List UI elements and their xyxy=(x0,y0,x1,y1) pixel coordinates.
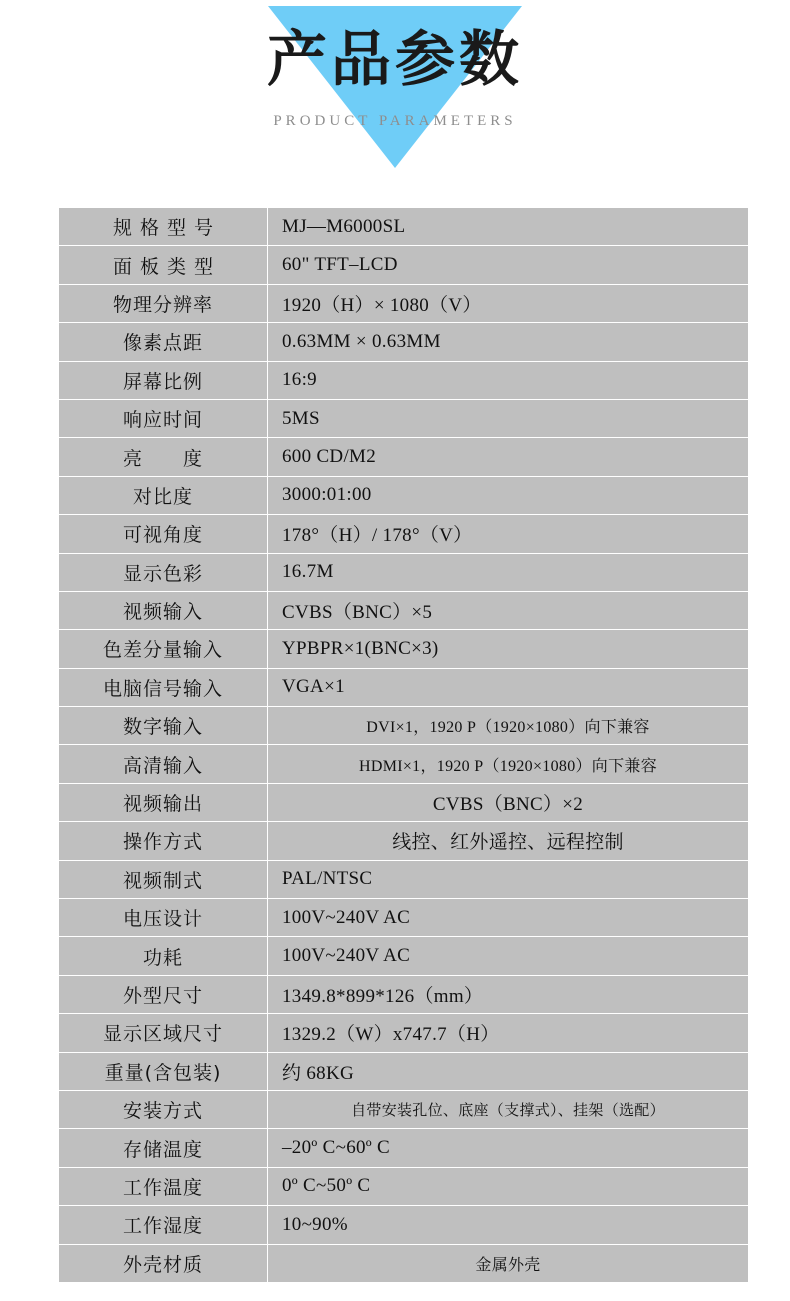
table-row xyxy=(59,822,749,860)
spec-value: DVI×1，1920 P（1920×1080）向下兼容 xyxy=(268,707,749,745)
spec-label: 高清输入 xyxy=(59,745,268,783)
spec-value: 100V~240V AC xyxy=(268,937,749,975)
spec-label: 视频输入 xyxy=(59,591,268,629)
spec-label: 响应时间 xyxy=(59,399,268,437)
spec-label: 工作温度 xyxy=(59,1167,268,1205)
table-row xyxy=(59,1014,749,1052)
table-row xyxy=(59,553,749,591)
spec-label: 安装方式 xyxy=(59,1090,268,1128)
table-row xyxy=(59,515,749,553)
spec-value: 0º C~50º C xyxy=(268,1167,749,1205)
spec-value: 16:9 xyxy=(268,361,749,399)
spec-value: 3000:01:00 xyxy=(268,476,749,514)
spec-value: MJ—M6000SL xyxy=(268,208,749,246)
table-row xyxy=(59,975,749,1013)
spec-label: 色差分量输入 xyxy=(59,630,268,668)
table-row xyxy=(59,1052,749,1090)
spec-label: 对比度 xyxy=(59,476,268,514)
spec-value: 600 CD/M2 xyxy=(268,438,749,476)
spec-value: 100V~240V AC xyxy=(268,899,749,937)
spec-label: 显示色彩 xyxy=(59,553,268,591)
spec-value: 0.63MM × 0.63MM xyxy=(268,323,749,361)
spec-label: 外壳材质 xyxy=(59,1244,268,1282)
table-row xyxy=(59,668,749,706)
table-row xyxy=(59,1206,749,1244)
spec-label: 物理分辨率 xyxy=(59,284,268,322)
table-row xyxy=(59,1129,749,1167)
table-row xyxy=(59,246,749,284)
table-row xyxy=(59,591,749,629)
spec-label: 重量(含包装) xyxy=(59,1052,268,1090)
spec-label: 规格型号 xyxy=(59,208,268,246)
spec-label: 工作湿度 xyxy=(59,1206,268,1244)
spec-label: 可视角度 xyxy=(59,515,268,553)
table-row xyxy=(59,860,749,898)
table-row xyxy=(59,361,749,399)
spec-value: 线控、红外遥控、远程控制 xyxy=(268,822,749,860)
spec-label: 电脑信号输入 xyxy=(59,668,268,706)
spec-value: CVBS（BNC）×2 xyxy=(268,783,749,821)
spec-label: 视频输出 xyxy=(59,783,268,821)
table-row xyxy=(59,1090,749,1128)
table-row xyxy=(59,707,749,745)
page-subtitle: PRODUCT PARAMETERS xyxy=(273,113,517,129)
table-row xyxy=(59,476,749,514)
spec-label: 数字输入 xyxy=(59,707,268,745)
table-row xyxy=(59,745,749,783)
spec-value: 约 68KG xyxy=(268,1052,749,1090)
table-row xyxy=(59,630,749,668)
spec-value: 金属外壳 xyxy=(268,1244,749,1282)
spec-value: 1349.8*899*126（mm） xyxy=(268,975,749,1013)
spec-value: YPBPR×1(BNC×3) xyxy=(268,630,749,668)
spec-label: 屏幕比例 xyxy=(59,361,268,399)
spec-label: 像素点距 xyxy=(59,323,268,361)
table-row xyxy=(59,937,749,975)
spec-value: VGA×1 xyxy=(268,668,749,706)
spec-value: 自带安装孔位、底座（支撑式）、挂架（选配） xyxy=(268,1090,749,1128)
specification-table xyxy=(58,207,749,1283)
table-row xyxy=(59,438,749,476)
spec-value: –20º C~60º C xyxy=(268,1129,749,1167)
spec-label: 面板类型 xyxy=(59,246,268,284)
spec-label: 亮 度 xyxy=(59,438,268,476)
table-body xyxy=(59,208,749,1283)
table-row xyxy=(59,323,749,361)
spec-label: 外型尺寸 xyxy=(59,975,268,1013)
spec-value: 16.7M xyxy=(268,553,749,591)
spec-label: 操作方式 xyxy=(59,822,268,860)
spec-value: 60" TFT–LCD xyxy=(268,246,749,284)
spec-value: CVBS（BNC）×5 xyxy=(268,591,749,629)
page-header xyxy=(0,0,790,185)
spec-label: 存储温度 xyxy=(59,1129,268,1167)
spec-label: 视频制式 xyxy=(59,860,268,898)
spec-value: 1329.2（W）x747.7（H） xyxy=(268,1014,749,1052)
spec-label: 功耗 xyxy=(59,937,268,975)
table-row xyxy=(59,783,749,821)
spec-label: 显示区域尺寸 xyxy=(59,1014,268,1052)
spec-value: 10~90% xyxy=(268,1206,749,1244)
page-title: 产品参数 xyxy=(267,25,523,95)
spec-value: 5MS xyxy=(268,399,749,437)
table-row xyxy=(59,399,749,437)
spec-value: HDMI×1，1920 P（1920×1080）向下兼容 xyxy=(268,745,749,783)
spec-label: 电压设计 xyxy=(59,899,268,937)
table-row xyxy=(59,1167,749,1205)
spec-value: PAL/NTSC xyxy=(268,860,749,898)
table-row xyxy=(59,208,749,246)
table-row xyxy=(59,284,749,322)
table-row xyxy=(59,899,749,937)
spec-value: 1920（H）× 1080（V） xyxy=(268,284,749,322)
table-row xyxy=(59,1244,749,1282)
spec-value: 178°（H）/ 178°（V） xyxy=(268,515,749,553)
